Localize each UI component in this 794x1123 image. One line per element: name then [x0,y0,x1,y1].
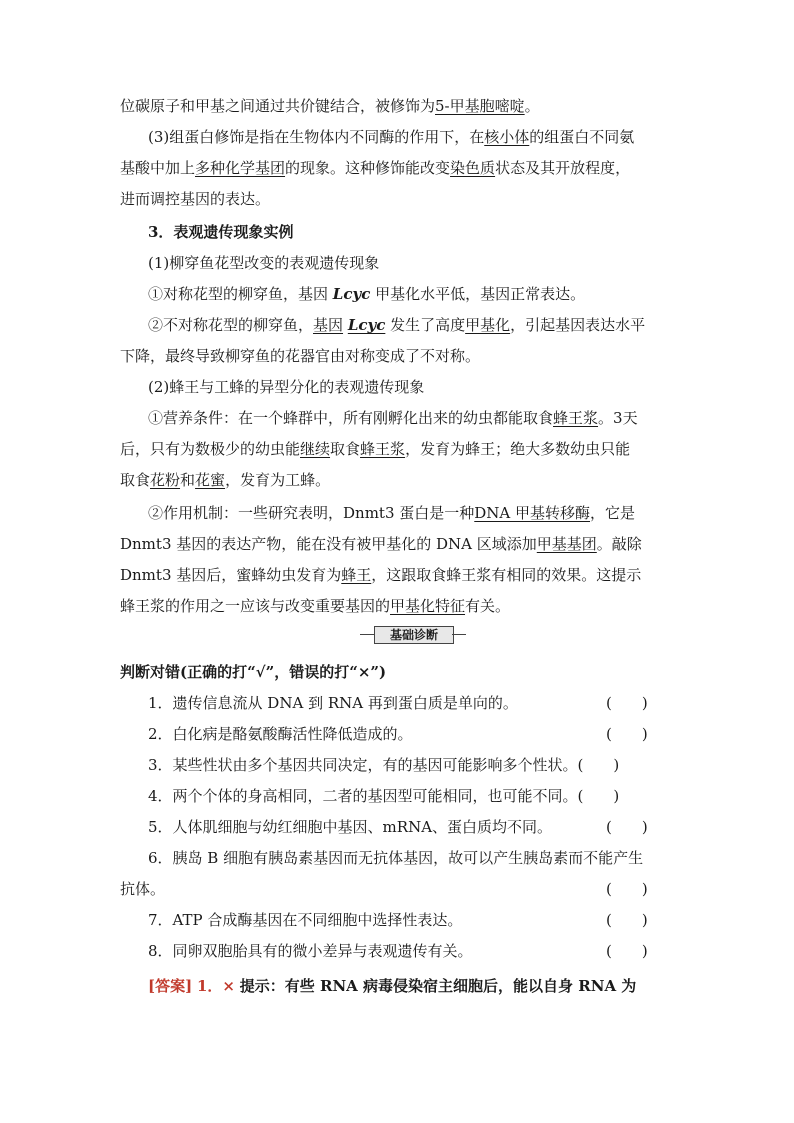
judge-item: 7．ATP 合成酶基因在不同细胞中选择性表达。 [148,911,463,929]
judge-item: 3．某些性状由多个基因共同决定，有的基因可能影响多个性状。( ) [148,756,620,774]
text-line: 位碳原子和甲基之间通过共价键结合，被修饰为5-甲基胞嘧啶。 [120,97,540,115]
answer-number: 1．× [196,977,235,995]
text-line: Dnmt3 基因的表达产物，能在没有被甲基化的 DNA 区域添加甲基基团。敲除 [120,535,642,553]
answer-blank[interactable]: ( ) [606,911,648,929]
section-badge [360,626,466,644]
badge-divider [452,634,466,635]
judge-item: 1．遗传信息流从 DNA 到 RNA 再到蛋白质是单向的。 [148,694,518,712]
text-line: ①对称花型的柳穿鱼，基因 Lcyc 甲基化水平低，基因正常表达。 [148,285,586,303]
text-line: 下降，最终导致柳穿鱼的花器官由对称变成了不对称。 [120,347,481,365]
judge-item: 5．人体肌细胞与幼红细胞中基因、mRNA、蛋白质均不同。 [148,818,553,836]
text-line: ①营养条件：在一个蜂群中，所有刚孵化出来的幼虫都能取食蜂王浆。3天 [148,409,638,427]
subheading: (2)蜂王与工蜂的异型分化的表观遗传现象 [148,378,425,396]
text-line: 基酸中加上多种化学基团的现象。这种修饰能改变染色质状态及其开放程度， [120,159,631,177]
answer-blank[interactable]: ( ) [606,818,648,836]
judge-item: 6．胰岛 B 细胞有胰岛素基因而无抗体基因，故可以产生胰岛素而不能产生 [148,849,644,867]
text-line: ②作用机制：一些研究表明，Dnmt3 蛋白是一种DNA 甲基转移酶，它是 [148,504,636,522]
judge-item-continued: 抗体。 [120,880,166,898]
answer-hint: 提示：有些 RNA 病毒侵染宿主细胞后，能以自身 RNA 为 [239,977,637,995]
answer-blank[interactable]: ( ) [606,725,648,743]
answer-blank[interactable]: ( ) [606,942,648,960]
text-line: 后，只有为数极少的幼虫能继续取食蜂王浆，发育为蜂王；绝大多数幼虫只能 [120,440,631,458]
answer-line [148,976,708,996]
badge-divider [360,634,374,635]
text-line: 进而调控基因的表达。 [120,190,271,208]
judge-item: 4．两个个体的身高相同，二者的基因型可能相同，也可能不同。( ) [148,787,620,805]
badge-label: 基础诊断 [374,626,454,644]
text-line: 取食花粉和花蜜，发育为工蜂。 [120,471,331,489]
subheading: (1)柳穿鱼花型改变的表观遗传现象 [148,254,380,272]
text-line: Dnmt3 基因后，蜜蜂幼虫发育为蜂王，这跟取食蜂王浆有相同的效果。这提示 [120,566,642,584]
judge-item: 2．白化病是酪氨酸酶活性降低造成的。 [148,725,413,743]
text-line: ②不对称花型的柳穿鱼，基因 Lcyc 发生了高度甲基化，引起基因表达水平 [148,316,646,334]
text-line: (3)组蛋白修饰是指在生物体内不同酶的作用下，在核小体的组蛋白不同氨 [148,128,635,146]
judge-item: 8．同卵双胞胎具有的微小差异与表观遗传有关。 [148,942,473,960]
answer-blank[interactable]: ( ) [606,880,648,898]
answer-tag: [答案] [148,977,193,995]
section-heading: 3．表观遗传现象实例 [148,223,294,241]
answer-blank[interactable]: ( ) [606,694,648,712]
judge-title: 判断对错(正确的打“√”，错误的打“×”) [120,663,387,681]
text-line: 蜂王浆的作用之一应该与改变重要基因的甲基化特征有关。 [120,597,511,615]
